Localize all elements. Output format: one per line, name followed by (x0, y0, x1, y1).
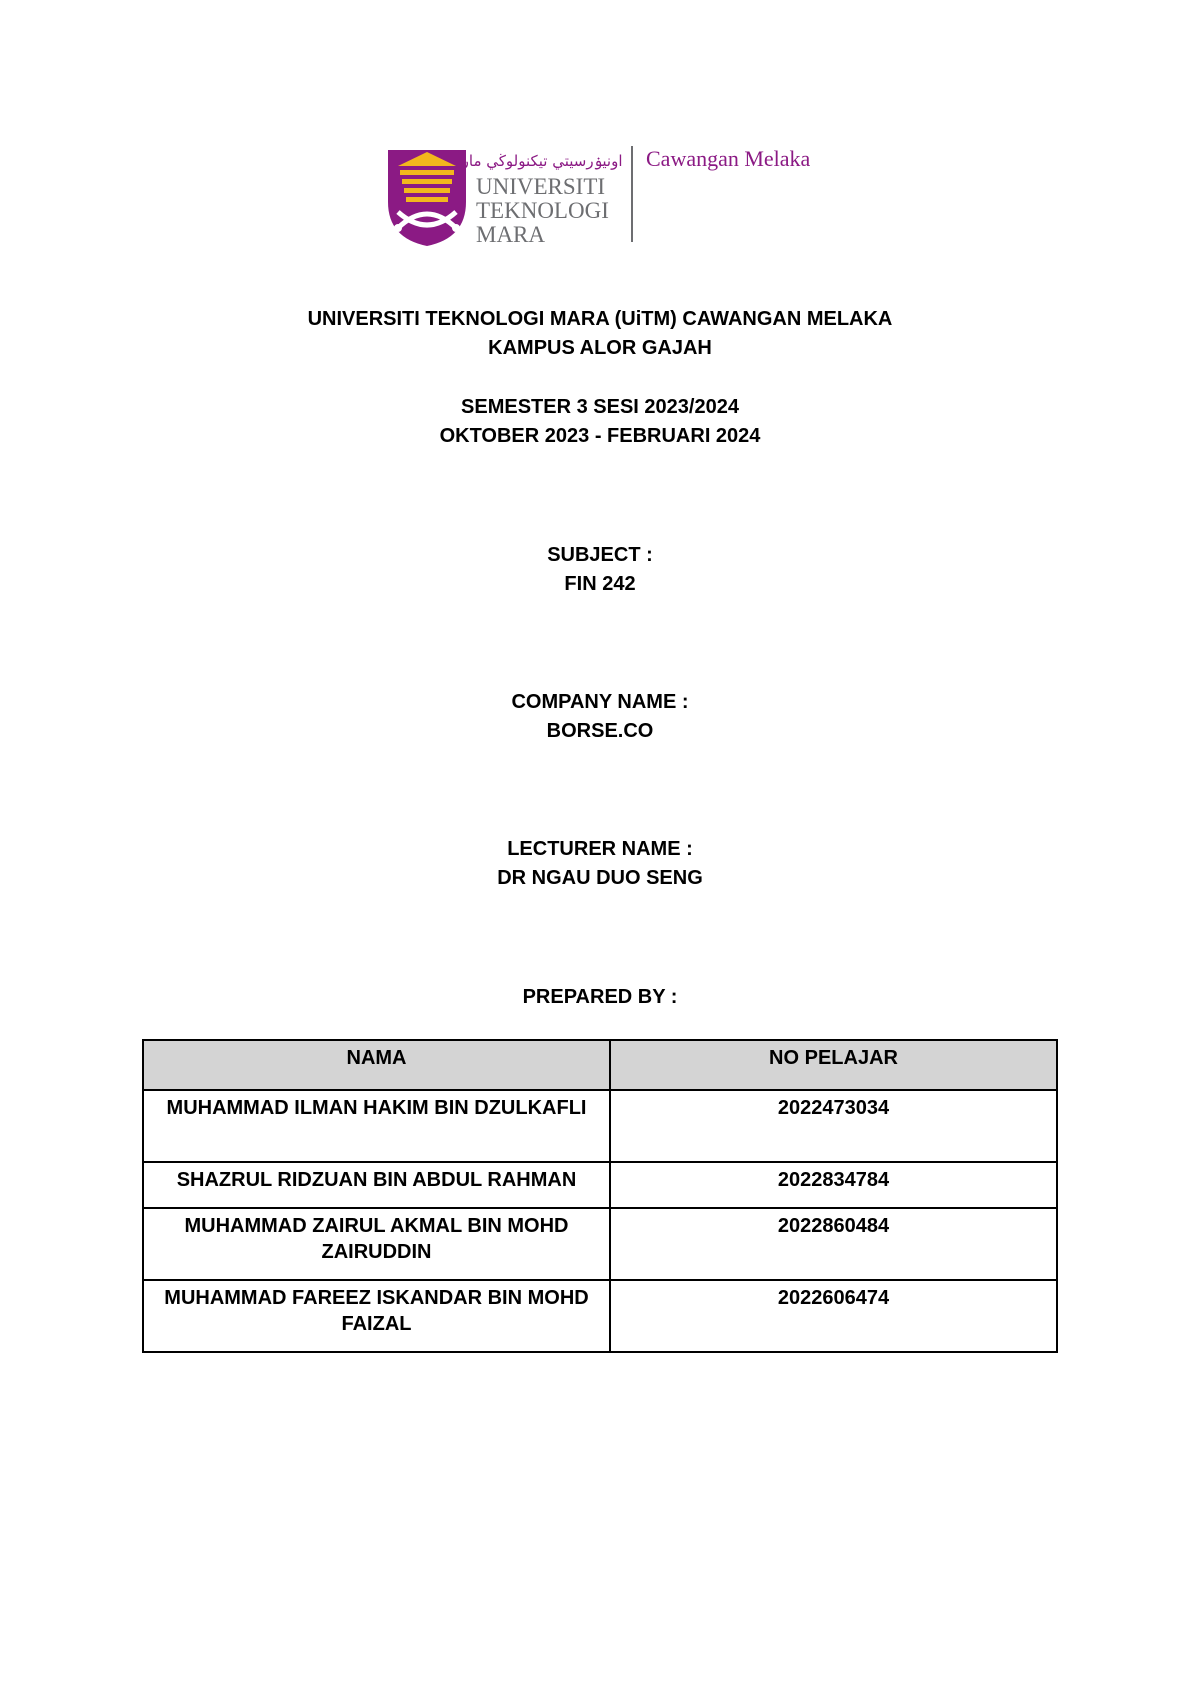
lecturer-value: DR NGAU DUO SENG (497, 867, 703, 889)
subject-section (0, 541, 1200, 599)
table-row (143, 1162, 1057, 1208)
member-name: MUHAMMAD FAREEZ ISKANDAR BIN MOHD FAIZAL (143, 1280, 610, 1352)
logo-universiti-text: UNIVERSITI (476, 174, 606, 199)
semester-heading (0, 393, 1200, 451)
university-name: UNIVERSITI TEKNOLOGI MARA (UiTM) CAWANGAN MELAKA (307, 308, 893, 330)
uitm-crest-icon (388, 150, 466, 246)
subject-label: SUBJECT : (547, 544, 653, 566)
table-row (143, 1208, 1057, 1280)
lecturer-label: LECTURER NAME : (507, 838, 693, 860)
member-id: 2022834784 (610, 1162, 1057, 1208)
institution-heading (0, 305, 1200, 363)
table-row (143, 1090, 1057, 1162)
logo-branch-text: Cawangan Melaka (646, 146, 811, 171)
logo-teknologi-text: TEKNOLOGI (476, 198, 609, 223)
subject-value: FIN 242 (564, 573, 636, 595)
members-table-header (143, 1040, 1057, 1090)
company-label: COMPANY NAME : (511, 691, 689, 713)
logo-mara-text: MARA (476, 222, 546, 247)
company-value: BORSE.CO (546, 720, 654, 742)
logo-jawi-text: اونيۏرسيتي تيكنولوڬي مارا (457, 152, 623, 170)
member-id: 2022860484 (610, 1208, 1057, 1280)
uitm-logo (384, 142, 824, 250)
semester-text: SEMESTER 3 SESI 2023/2024 (461, 396, 739, 418)
period-text: OKTOBER 2023 - FEBRUARI 2024 (439, 425, 761, 447)
member-id: 2022606474 (610, 1280, 1057, 1352)
members-table (142, 1039, 1058, 1353)
member-name: MUHAMMAD ZAIRUL AKMAL BIN MOHD ZAIRUDDIN (143, 1208, 610, 1280)
column-header-no-pelajar: NO PELAJAR (610, 1040, 1057, 1090)
member-name: MUHAMMAD ILMAN HAKIM BIN DZULKAFLI (143, 1090, 610, 1162)
member-id: 2022473034 (610, 1090, 1057, 1162)
member-name: SHAZRUL RIDZUAN BIN ABDUL RAHMAN (143, 1162, 610, 1208)
column-header-nama: NAMA (143, 1040, 610, 1090)
table-row (143, 1280, 1057, 1352)
company-section (0, 688, 1200, 746)
campus-name: KAMPUS ALOR GAJAH (488, 337, 712, 359)
lecturer-section (0, 835, 1200, 893)
prepared-by-label: PREPARED BY : (522, 986, 678, 1008)
prepared-by-section (0, 983, 1200, 1012)
